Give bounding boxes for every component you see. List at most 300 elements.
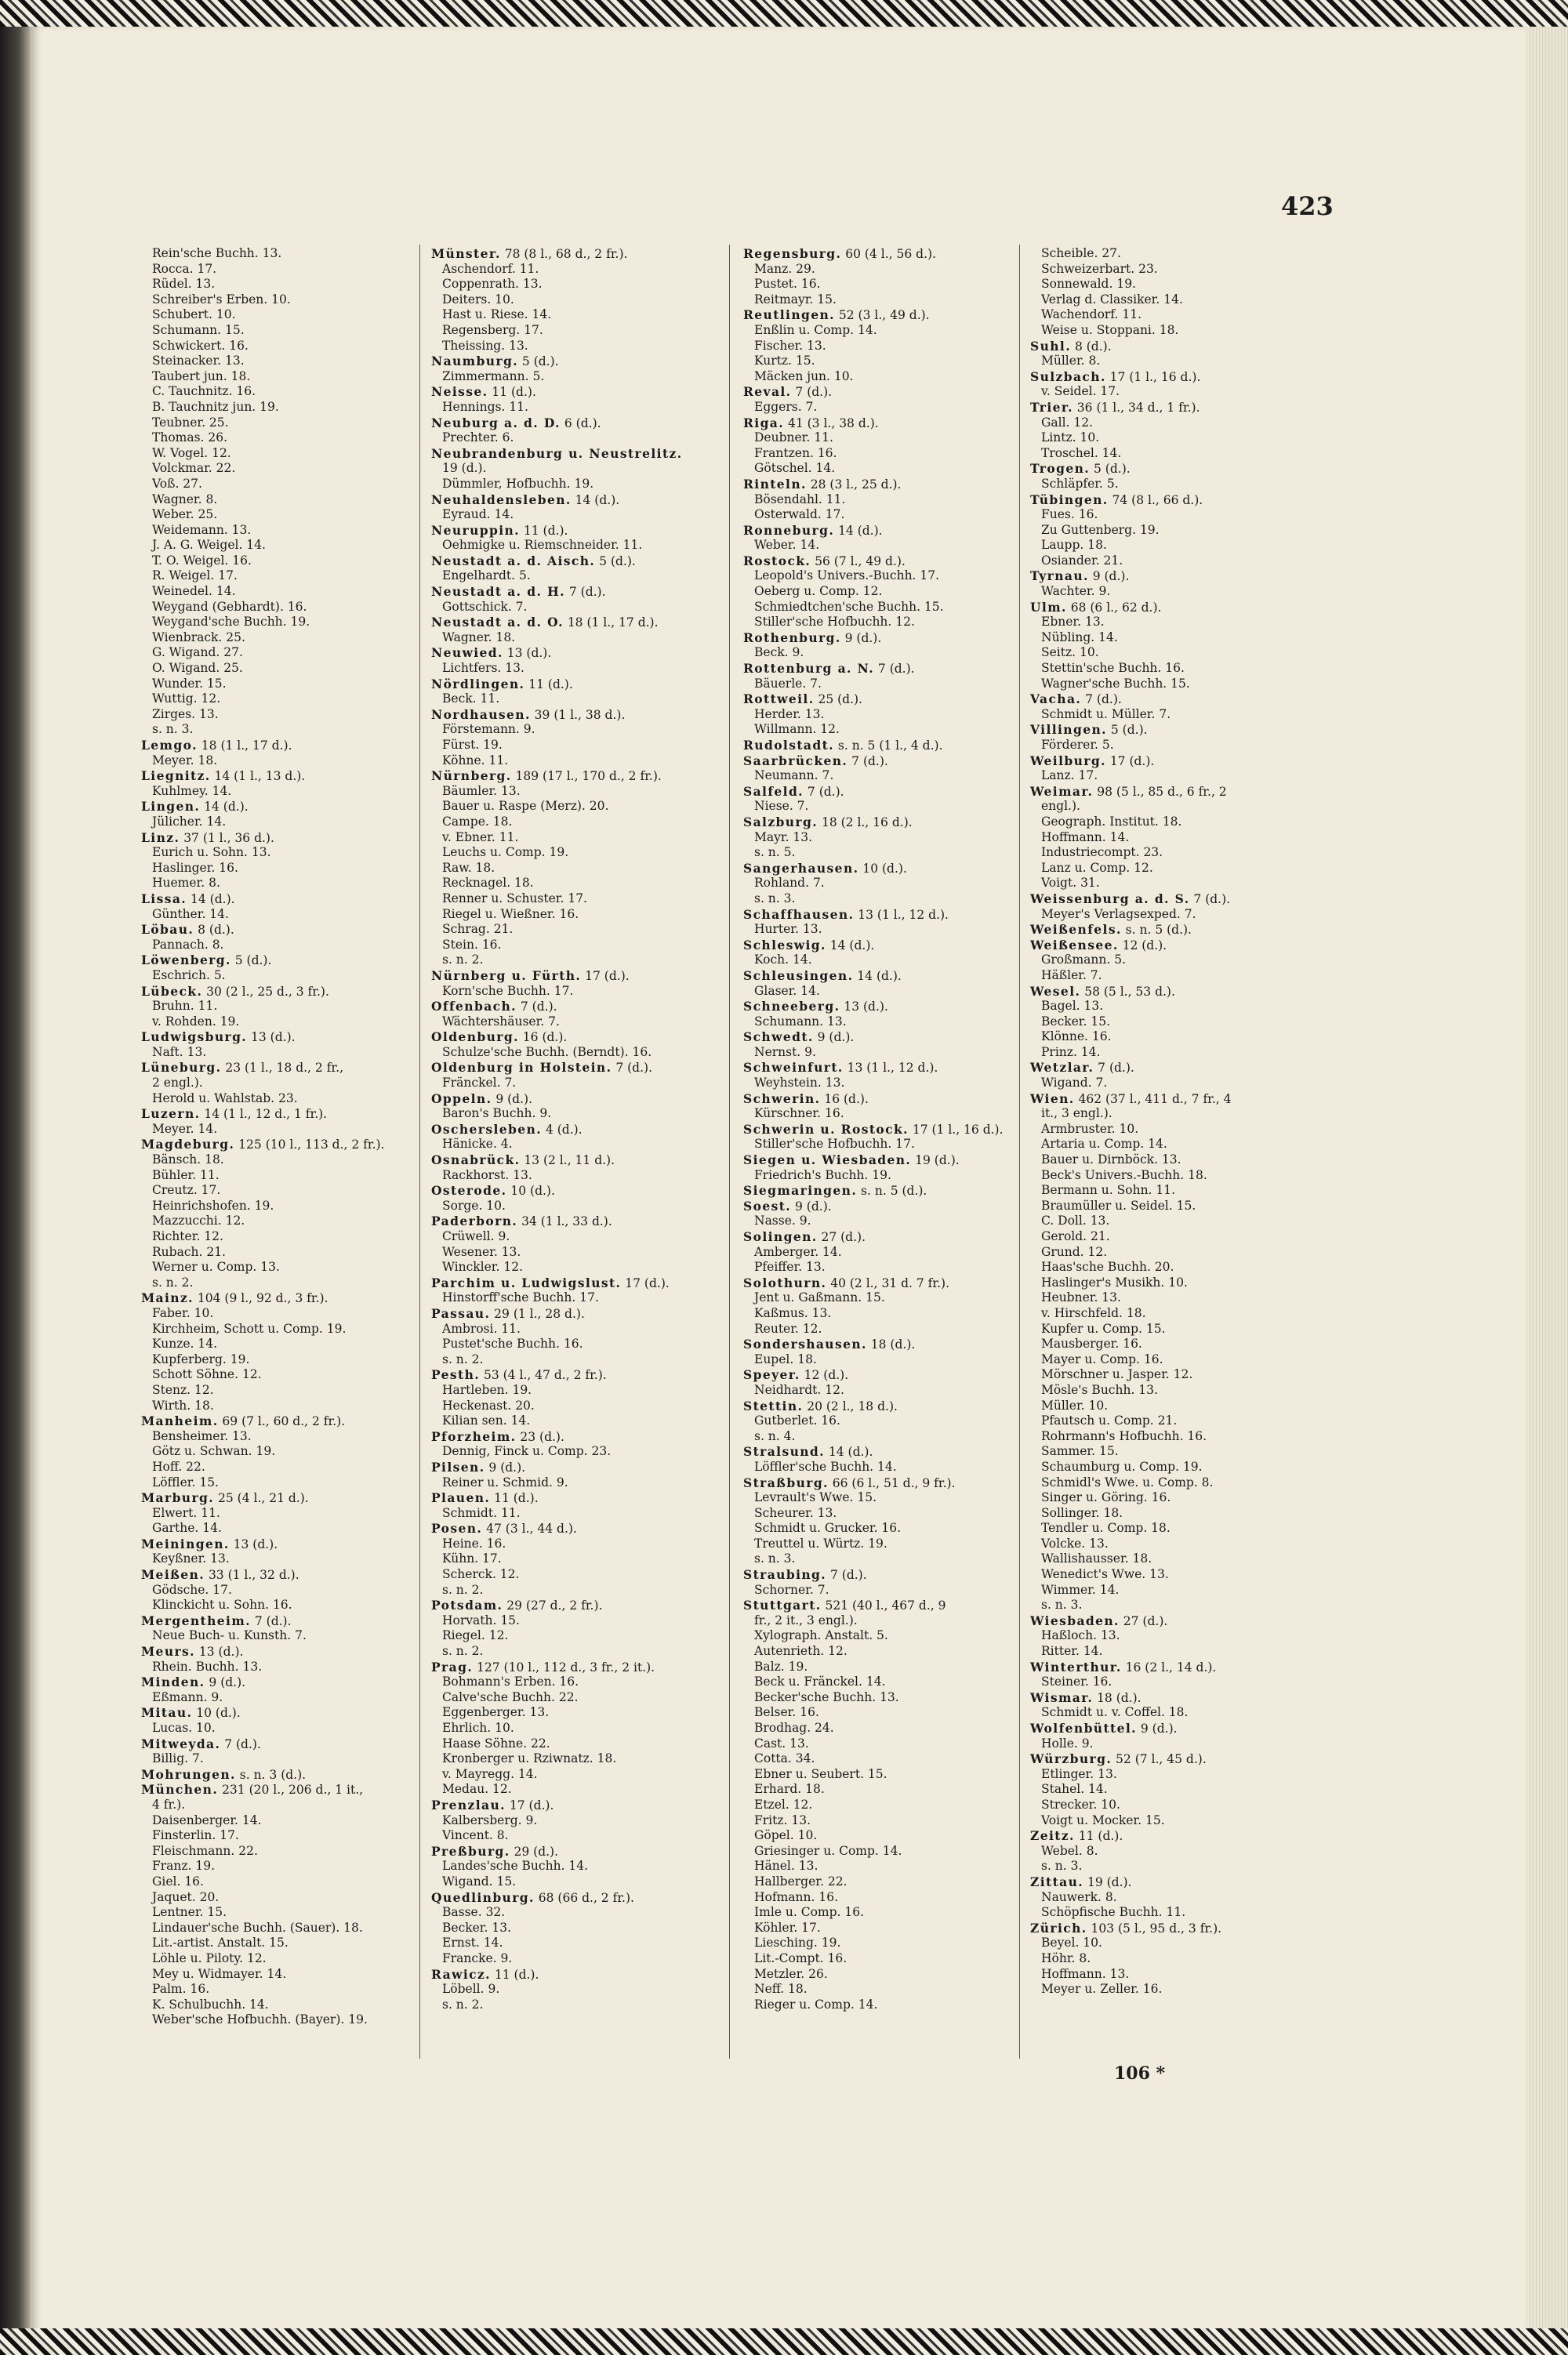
firm-entry: Kuhlmey. 14. — [152, 783, 232, 798]
place-count: 40 (2 l., 31 d. 7 fr.). — [826, 1275, 950, 1290]
firm-entry: Geograph. Institut. 18. — [1041, 814, 1182, 829]
firm-entry: s. n. 3. — [1041, 1859, 1083, 1874]
place-name: Luzern. — [141, 1106, 201, 1122]
place-count: 78 (8 l., 68 d., 2 fr.). — [500, 247, 628, 261]
firm-entry: Erhard. 18. — [754, 1782, 825, 1797]
place-heading — [1030, 568, 1328, 584]
firm-entry: s. n. 2. — [442, 1582, 484, 1597]
place-name: Ulm. — [1030, 599, 1067, 615]
firm-entry: Beck. 11. — [442, 691, 500, 706]
firm-entry: Mörschner u. Jasper. 12. — [1041, 1367, 1193, 1382]
heading-continuation: engl.). — [1041, 799, 1080, 814]
place-count: 52 (7 l., 45 d.). — [1112, 1752, 1207, 1767]
firm-entry: Faber. 10. — [152, 1305, 214, 1320]
place-name: Wesel. — [1030, 983, 1081, 999]
place-count: 39 (1 l., 38 d.). — [530, 707, 626, 722]
firm-entry: v. Mayregg. 14. — [442, 1766, 538, 1781]
firm-entry: Pustet'sche Buchh. 16. — [442, 1337, 583, 1352]
firm-entry: Weber. 14. — [754, 538, 820, 553]
firm-entry: Oehmigke u. Riemschneider. 11. — [442, 538, 643, 553]
place-count: 13 (1 l., 12 d.). — [843, 1061, 938, 1076]
scan-border-top — [0, 0, 1568, 27]
index-column-3 — [743, 246, 1041, 2012]
firm-entry: Mey u. Widmayer. 14. — [152, 1966, 287, 1981]
place-heading — [141, 1767, 439, 1783]
place-heading — [431, 1152, 729, 1168]
place-count: 9 (d.). — [791, 1199, 832, 1214]
place-count: s. n. 3 (d.). — [235, 1767, 307, 1782]
place-name: Rostock. — [743, 553, 811, 568]
place-count: 7 (d.). — [564, 585, 606, 600]
place-count: 231 (20 l., 206 d., 1 it., — [218, 1783, 364, 1798]
firm-entry: Treuttel u. Würtz. 19. — [754, 1536, 887, 1551]
firm-entry: Götschel. 14. — [754, 461, 836, 476]
place-heading — [431, 1060, 729, 1076]
firm-entry: Francke. 9. — [442, 1950, 513, 1965]
place-name: Saarbrücken. — [743, 753, 848, 768]
firm-entry: R. Weigel. 17. — [152, 568, 238, 583]
place-heading — [743, 384, 1041, 400]
place-heading — [141, 953, 439, 968]
place-heading — [743, 1199, 1041, 1214]
place-heading — [431, 384, 729, 400]
place-name: Schwedt. — [743, 1029, 814, 1045]
place-name: Meiningen. — [141, 1536, 230, 1551]
place-heading — [431, 354, 729, 369]
firm-entry: Zirges. 13. — [152, 706, 219, 721]
firm-entry: Voigt u. Mocker. 15. — [1041, 1813, 1165, 1827]
place-count: 17 (d.). — [581, 968, 630, 983]
place-heading — [1030, 1613, 1328, 1629]
firm-entry: Friedrich's Buchh. 19. — [754, 1167, 891, 1182]
firm-entry: Weygand (Gebhardt). 16. — [152, 599, 307, 614]
firm-entry: Holle. 9. — [1041, 1736, 1094, 1751]
place-count: 68 (6 l., 62 d.). — [1066, 600, 1162, 615]
firm-entry: Wesener. 13. — [442, 1244, 521, 1259]
firm-entry: Meyer. 18. — [152, 753, 218, 767]
place-count: 36 (1 l., 34 d., 1 fr.). — [1073, 400, 1200, 415]
firm-entry: Kunze. 14. — [152, 1337, 218, 1352]
place-count: 103 (5 l., 95 d., 3 fr.). — [1087, 1921, 1222, 1936]
place-name: Mitweyda. — [141, 1736, 221, 1751]
place-name: Neustadt a. d. H. — [431, 584, 565, 600]
place-heading — [1030, 691, 1328, 707]
place-name: München. — [141, 1782, 219, 1798]
firm-entry: Schaumburg u. Comp. 19. — [1041, 1459, 1203, 1474]
firm-entry: Garthe. 14. — [152, 1521, 222, 1536]
firm-entry: Gutberlet. 16. — [754, 1413, 840, 1428]
firm-entry: Scherck. 12. — [442, 1567, 520, 1582]
place-count: 14 (1 l., 13 d.). — [210, 769, 306, 784]
place-count: 29 (d.). — [510, 1844, 559, 1859]
firm-entry: Rocca. 17. — [152, 261, 217, 276]
place-heading — [431, 1214, 729, 1229]
place-heading — [743, 1444, 1041, 1460]
place-heading — [1030, 339, 1328, 354]
place-count: 11 (d.). — [524, 677, 573, 691]
index-column-2 — [431, 246, 729, 2012]
firm-entry: Belser. 16. — [754, 1705, 819, 1720]
firm-entry: Wunder. 15. — [152, 676, 227, 691]
firm-entry: Beyel. 10. — [1041, 1936, 1102, 1950]
firm-entry: Riegel. 12. — [442, 1628, 509, 1643]
place-name: Meurs. — [141, 1644, 195, 1660]
place-heading — [431, 1429, 729, 1445]
place-name: Liegnitz. — [141, 768, 211, 784]
firm-entry: Klinckicht u. Sohn. 16. — [152, 1598, 292, 1613]
firm-entry: Schöpfische Buchh. 11. — [1041, 1905, 1186, 1920]
firm-entry: Rohland. 7. — [754, 876, 825, 891]
firm-entry: Lichtfers. 13. — [442, 661, 524, 676]
place-heading — [743, 691, 1041, 707]
firm-entry: Levrault's Wwe. 15. — [754, 1490, 877, 1505]
firm-entry: Niese. 7. — [754, 799, 809, 814]
firm-entry: Mösle's Buchh. 13. — [1041, 1382, 1158, 1397]
place-count: 7 (d.). — [612, 1061, 652, 1076]
place-count: 47 (3 l., 44 d.). — [482, 1522, 577, 1537]
firm-entry: Schwickert. 16. — [152, 338, 249, 353]
place-heading — [743, 938, 1041, 953]
place-count: 5 (d.). — [230, 953, 272, 968]
firm-entry: Bühler. 11. — [152, 1167, 220, 1182]
firm-entry: Wachendorf. 11. — [1041, 307, 1142, 322]
place-name: Rudolstadt. — [743, 738, 834, 753]
place-count: 11 (d.). — [519, 523, 568, 538]
firm-entry: Lit.-Compt. 16. — [754, 1950, 848, 1965]
firm-entry: Glaser. 14. — [754, 983, 820, 998]
place-name: Nürnberg. — [431, 768, 512, 784]
firm-entry: Osterwald. 17. — [754, 507, 845, 522]
heading-continuation: 4 fr.). — [152, 1797, 186, 1812]
place-heading — [141, 738, 439, 753]
place-heading — [743, 738, 1041, 753]
place-heading — [743, 630, 1041, 646]
firm-entry: Wachter. 9. — [1041, 584, 1111, 599]
place-name: Stettin. — [743, 1398, 804, 1413]
firm-entry: Nauwerk. 8. — [1041, 1889, 1117, 1904]
firm-entry: Hast u. Riese. 14. — [442, 307, 552, 322]
place-name: Linz. — [141, 829, 180, 845]
place-count: 14 (d.). — [853, 968, 902, 983]
firm-entry: Amberger. 14. — [754, 1244, 842, 1259]
place-count: 16 (2 l., 14 d.). — [1121, 1660, 1217, 1675]
firm-entry: Wienbrack. 25. — [152, 630, 245, 644]
firm-entry: Engelhardt. 5. — [442, 568, 531, 583]
firm-entry: Enßlin u. Comp. 14. — [754, 322, 877, 337]
place-name: Wetzlar. — [1030, 1060, 1094, 1076]
firm-entry: Bänsch. 18. — [152, 1152, 224, 1167]
place-name: Soest. — [743, 1198, 792, 1214]
place-heading — [1030, 492, 1328, 508]
place-name: Nürnberg u. Fürth. — [431, 967, 582, 983]
firm-entry: Pfeiffer. 13. — [754, 1260, 826, 1275]
place-heading — [431, 584, 729, 600]
place-heading — [431, 1460, 729, 1475]
firm-entry: Sammer. 15. — [1041, 1444, 1119, 1459]
place-heading — [743, 999, 1041, 1014]
place-heading — [743, 1367, 1041, 1383]
place-heading — [1030, 984, 1328, 1000]
firm-entry: Schmidt u. v. Coffel. 18. — [1041, 1705, 1189, 1720]
firm-entry: Kurtz. 15. — [754, 354, 815, 368]
place-heading — [431, 1490, 729, 1506]
place-name: Neustadt a. d. O. — [431, 615, 564, 630]
place-count: 7 (d.). — [874, 662, 915, 677]
place-heading — [743, 1122, 1041, 1138]
firm-entry: Bösendahl. 11. — [754, 492, 846, 506]
place-name: Mergentheim. — [141, 1613, 251, 1628]
firm-entry: Troschel. 14. — [1041, 445, 1122, 460]
firm-entry: Löbell. 9. — [442, 1982, 500, 1997]
place-name: Pesth. — [431, 1367, 481, 1383]
place-name: Sangerhausen. — [743, 860, 859, 876]
firm-entry: Prechter. 6. — [442, 430, 514, 445]
place-heading — [1030, 922, 1328, 938]
firm-entry: Regensberg. 17. — [442, 322, 543, 337]
place-count: 7 (d.). — [1189, 891, 1231, 906]
heading-continuation: it., 3 engl.). — [1041, 1106, 1112, 1121]
place-heading — [141, 1106, 439, 1122]
firm-entry: Großmann. 5. — [1041, 953, 1127, 967]
firm-entry: Eupel. 18. — [754, 1352, 817, 1366]
firm-entry: Teubner. 25. — [152, 415, 229, 430]
place-name: Neubrandenburg u. Neustrelitz. — [431, 445, 683, 461]
place-heading — [431, 1275, 729, 1291]
place-count: 6 (d.). — [560, 415, 601, 430]
place-count: 7 (d.). — [250, 1613, 292, 1628]
firm-entry: Rubach. 21. — [152, 1244, 226, 1259]
place-heading — [743, 968, 1041, 984]
firm-entry: Autenrieth. 12. — [754, 1644, 848, 1659]
place-name: Weilburg. — [1030, 753, 1106, 768]
firm-entry: Bensheimer. 13. — [152, 1428, 252, 1443]
firm-entry: Rüdel. 13. — [152, 277, 216, 292]
place-heading — [141, 1029, 439, 1045]
firm-entry: Daisenberger. 14. — [152, 1813, 262, 1827]
firm-entry: Ambrosi. 11. — [442, 1321, 521, 1336]
place-name: Marburg. — [141, 1490, 215, 1506]
place-heading — [141, 922, 439, 938]
firm-entry: Neff. 18. — [754, 1982, 808, 1997]
firm-entry: s. n. 5. — [754, 845, 796, 860]
firm-entry: s. n. 3. — [754, 1551, 796, 1566]
place-count: 125 (10 l., 113 d., 2 fr.). — [234, 1138, 385, 1152]
firm-entry: Vincent. 8. — [442, 1828, 509, 1843]
firm-entry: Becker. 15. — [1041, 1014, 1111, 1029]
firm-entry: Giel. 16. — [152, 1874, 204, 1889]
place-count: 14 (d.). — [826, 938, 875, 953]
firm-entry: Eggenberger. 13. — [442, 1705, 550, 1720]
firm-entry: Steiner. 16. — [1041, 1675, 1112, 1689]
place-name: Tyrnau. — [1030, 568, 1089, 584]
place-name: Naumburg. — [431, 354, 518, 369]
firm-entry: Ebner u. Seubert. 15. — [754, 1766, 887, 1781]
firm-entry: Wagner. 8. — [152, 492, 218, 506]
place-name: Wismar. — [1030, 1689, 1094, 1705]
firm-entry: Dennig, Finck u. Comp. 23. — [442, 1444, 612, 1459]
place-heading — [431, 1967, 729, 1983]
index-column-4 — [1030, 246, 1328, 1998]
place-count: 17 (1 l., 16 d.). — [1105, 369, 1201, 384]
place-count: 13 (1 l., 12 d.). — [854, 907, 949, 922]
place-count: 13 (d.). — [840, 1000, 888, 1014]
firm-entry: Lentner. 15. — [152, 1905, 227, 1920]
place-count: s. n. 5 (d.). — [1121, 923, 1192, 938]
place-heading — [431, 1890, 729, 1906]
place-count: 127 (10 l., 112 d., 3 fr., 2 it.). — [473, 1660, 655, 1675]
firm-entry: Wimmer. 14. — [1041, 1582, 1120, 1597]
place-name: Ronneburg. — [743, 522, 835, 538]
place-name: Siegen u. Wiesbaden. — [743, 1152, 912, 1168]
firm-entry: Leopold's Univers.-Buchh. 17. — [754, 568, 940, 583]
firm-entry: Xylograph. Anstalt. 5. — [754, 1628, 888, 1643]
firm-entry: Metzler. 26. — [754, 1966, 828, 1981]
firm-entry: Sorge. 10. — [442, 1198, 506, 1213]
firm-entry: Wuttig. 12. — [152, 691, 221, 706]
place-name: Mainz. — [141, 1290, 194, 1306]
place-name: Oldenburg in Holstein. — [431, 1060, 612, 1076]
firm-entry: Schweizerbart. 23. — [1041, 261, 1158, 276]
place-heading — [431, 968, 729, 984]
place-count: 17 (d.). — [1105, 753, 1155, 768]
place-count: 18 (1 l., 17 d.). — [197, 738, 292, 753]
firm-entry: Steinacker. 13. — [152, 354, 245, 368]
firm-entry: Campe. 18. — [442, 814, 513, 829]
place-name: Rinteln. — [743, 476, 807, 492]
place-heading — [431, 707, 729, 723]
place-count: 27 (d.). — [817, 1230, 866, 1244]
firm-entry: Beck. 9. — [754, 645, 804, 660]
place-name: Neuhaldensleben. — [431, 492, 572, 507]
place-name: Offenbach. — [431, 999, 517, 1014]
scan-border-bottom — [0, 2328, 1568, 2355]
place-heading — [431, 246, 729, 262]
place-count: 28 (3 l., 25 d.). — [806, 477, 902, 492]
place-heading — [743, 1399, 1041, 1414]
firm-entry: Seitz. 10. — [1041, 645, 1099, 660]
firm-entry: Kupferberg. 19. — [152, 1352, 250, 1366]
place-count: 12 (d.). — [1118, 938, 1167, 953]
firm-entry: Elwert. 11. — [152, 1505, 220, 1520]
place-heading — [431, 1306, 729, 1322]
firm-entry: Rohrmann's Hofbuchh. 16. — [1041, 1428, 1207, 1443]
firm-entry: Eschrich. 5. — [152, 967, 226, 982]
place-name: Straßburg. — [743, 1475, 829, 1490]
place-name: Neuburg a. d. D. — [431, 415, 561, 430]
place-heading — [431, 523, 729, 539]
place-count: s. n. 5 (d.). — [857, 1184, 927, 1199]
place-heading — [1030, 1921, 1328, 1936]
place-heading — [743, 1091, 1041, 1107]
firm-entry: Weise u. Stoppani. 18. — [1041, 322, 1179, 337]
firm-entry: Pannach. 8. — [152, 937, 224, 952]
signature-mark: 106 * — [1114, 2063, 1166, 2084]
firm-entry: Scheible. 27. — [1041, 246, 1121, 260]
firm-entry: Müller. 10. — [1041, 1398, 1109, 1413]
place-count: 37 (1 l., 36 d.). — [180, 830, 274, 845]
firm-entry: Stein. 16. — [442, 937, 502, 952]
firm-entry: Bohmann's Erben. 16. — [442, 1675, 579, 1689]
place-count: 34 (1 l., 33 d.). — [517, 1214, 612, 1229]
place-heading — [1030, 784, 1328, 800]
place-name: Salfeld. — [743, 783, 804, 799]
firm-entry: Lit.-artist. Anstalt. 15. — [152, 1936, 289, 1950]
firm-entry: Fritz. 13. — [754, 1813, 811, 1827]
firm-entry: Webel. 8. — [1041, 1843, 1098, 1858]
firm-entry: Thomas. 26. — [152, 430, 228, 445]
place-name: Rottweil. — [743, 691, 815, 707]
place-name: Oppeln. — [431, 1090, 492, 1106]
place-count: 74 (8 l., 66 d.). — [1108, 492, 1203, 507]
place-count: 29 (1 l., 28 d.). — [490, 1306, 585, 1321]
place-name: Rothenburg. — [743, 630, 841, 645]
place-heading — [743, 1229, 1041, 1245]
firm-entry: Voß. 27. — [152, 476, 202, 491]
place-count: 53 (4 l., 47 d., 2 fr.). — [480, 1368, 607, 1383]
firm-entry: Stahel. 14. — [1041, 1782, 1108, 1797]
place-name: Salzburg. — [743, 814, 818, 829]
place-heading — [431, 1091, 729, 1107]
place-count: 5 (d.). — [518, 354, 559, 369]
place-heading — [743, 753, 1041, 769]
place-name: Lüneburg. — [141, 1060, 222, 1076]
place-heading — [743, 246, 1041, 262]
place-count: 68 (66 d., 2 fr.). — [534, 1890, 634, 1905]
place-name: Plauen. — [431, 1490, 491, 1506]
firm-entry: Gerold. 21. — [1041, 1229, 1110, 1243]
place-heading — [141, 1060, 439, 1076]
place-count: 7 (d.). — [220, 1736, 261, 1751]
place-name: Zittau. — [1030, 1874, 1084, 1889]
firm-entry: Reiner u. Schmid. 9. — [442, 1475, 568, 1490]
firm-entry: Franz. 19. — [152, 1859, 216, 1874]
firm-entry: Baron's Buchh. 9. — [442, 1106, 552, 1121]
firm-entry: Hänel. 13. — [754, 1859, 818, 1874]
firm-entry: Schulze'sche Buchh. (Berndt). 16. — [442, 1044, 652, 1059]
place-heading — [743, 1152, 1041, 1168]
firm-entry: Beck's Univers.-Buchh. 18. — [1041, 1167, 1207, 1182]
place-heading — [431, 1660, 729, 1675]
firm-entry: Kürschner. 16. — [754, 1106, 844, 1121]
place-count: 10 (d.). — [192, 1706, 241, 1721]
firm-entry: C. Tauchnitz. 16. — [152, 384, 256, 399]
place-count: 13 (d.). — [247, 1030, 296, 1045]
firm-entry: Fues. 16. — [1041, 507, 1098, 522]
firm-entry: Frantzen. 16. — [754, 445, 837, 460]
firm-entry: Rackhorst. 13. — [442, 1167, 532, 1182]
firm-entry: Pustet. 16. — [754, 277, 821, 292]
place-count: 23 (d.). — [516, 1429, 564, 1444]
place-heading — [1030, 1091, 1328, 1107]
place-name: Weimar. — [1030, 783, 1094, 799]
firm-entry: Osiander. 21. — [1041, 553, 1123, 568]
place-name: Trogen. — [1030, 461, 1091, 477]
place-count: 521 (40 l., 467 d., 9 — [821, 1598, 946, 1613]
place-heading — [141, 1675, 439, 1690]
place-count: 20 (2 l., 18 d.). — [803, 1399, 898, 1413]
place-count: 16 (d.). — [820, 1091, 869, 1106]
place-heading — [141, 768, 439, 784]
place-heading — [141, 830, 439, 846]
place-heading — [141, 799, 439, 815]
place-heading — [743, 523, 1041, 539]
firm-entry: Bauer u. Raspe (Merz). 20. — [442, 799, 609, 814]
firm-entry: Raw. 18. — [442, 860, 495, 875]
place-heading — [1030, 1060, 1328, 1076]
firm-entry: Singer u. Göring. 16. — [1041, 1490, 1171, 1505]
place-count: 19 (d.). — [911, 1153, 960, 1168]
firm-entry: Löhle u. Piloty. 12. — [152, 1950, 267, 1965]
